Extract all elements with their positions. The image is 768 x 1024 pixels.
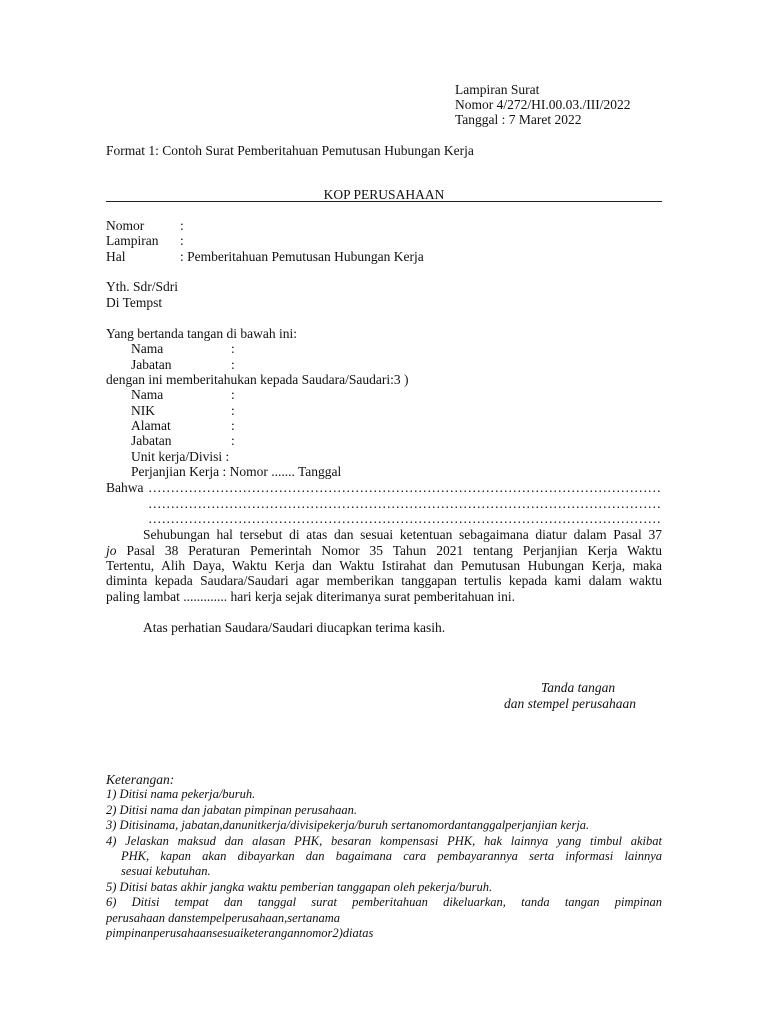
nomor-label: Nomor (106, 218, 145, 233)
note-4-line-3: sesuai kebutuhan. (121, 864, 211, 878)
recipient-line2: Di Tempst (106, 295, 163, 310)
signer-jabatan-label: Jabatan (131, 357, 172, 372)
signature-line-2: dan stempel perusahaan (504, 696, 636, 711)
nomor-colon: : (180, 218, 184, 233)
worker-jabatan-label: Jabatan (131, 433, 172, 448)
letterhead-rule (106, 201, 662, 202)
signer-jabatan-colon: : (231, 357, 235, 372)
note-6-line-3: pimpinanperusahaansesuaiketerangannomor2)diatas (106, 926, 374, 940)
note-4-line-2: PHK, kapan akan dibayarkan dan bagaimana cara pembayarannya serta informasi lainnya (121, 849, 662, 863)
worker-nik-colon: : (231, 403, 235, 418)
signer-intro: Yang bertanda tangan di bawah ini: (106, 326, 297, 341)
worker-unit-label: Unit kerja/Divisi : (131, 449, 230, 464)
note-3: 3) Ditisinama, jabatan,danunitkerja/divisipekerja/buruh sertanomordantanggalperjanjian kerja. (106, 818, 590, 832)
lampiran-label: Lampiran (106, 233, 159, 248)
worker-jabatan-colon: : (231, 433, 235, 448)
note-6-line-2: perusahaan danstempelperusahaan,sertanama (106, 911, 341, 925)
worker-nik-label: NIK (131, 403, 155, 418)
bahwa-label: Bahwa (106, 480, 144, 495)
paragraph-line-4: diminta kepada Saudara/Saudari agar memberikan tanggapan tertulis kepada kami dalam waktu (106, 573, 662, 588)
bahwa-dots-1: …………………………………………………………………………………………………… (148, 480, 661, 495)
attachment-title: Lampiran Surat (455, 82, 540, 97)
bahwa-dots-2: …………………………………………………………………………………………………… (148, 496, 661, 511)
paragraph-line-5: paling lambat ............. hari kerja sejak diterimanya surat pemberitahuan ini. (106, 589, 515, 604)
note-6-line-1: 6) Ditisi tempat dan tanggal surat pemberitahuan dikeluarkan, tanda tangan pimpinan (106, 895, 662, 909)
notify-line: dengan ini memberitahukan kepada Saudara/Saudari:3 ) (106, 372, 409, 387)
signer-nama-label: Nama (131, 341, 164, 356)
signer-nama-colon: : (231, 341, 235, 356)
bahwa-dots-3: …………………………………………………………………………………………………… (148, 511, 661, 526)
attachment-number: Nomor 4/272/HI.00.03./III/2022 (455, 97, 631, 112)
hal-label: Hal (106, 249, 126, 264)
attachment-date: Tanggal : 7 Maret 2022 (455, 112, 582, 127)
notes-title: Keterangan: (106, 772, 175, 787)
paragraph-line-3: Tertentu, Alih Daya, Waktu Kerja dan Waktu Istirahat dan Pemutusan Hubungan Kerja, maka (106, 558, 662, 573)
letterhead: KOP PERUSAHAAN (323, 187, 445, 202)
recipient-line1: Yth. Sdr/Sdri (106, 279, 179, 294)
worker-alamat-label: Alamat (131, 418, 171, 433)
format-title: Format 1: Contoh Surat Pemberitahuan Pemutusan Hubungan Kerja (106, 143, 474, 158)
worker-nama-label: Nama (131, 387, 164, 402)
worker-nama-colon: : (231, 387, 235, 402)
paragraph-line-1: Sehubungan hal tersebut di atas dan sesuai ketentuan sebagaimana diatur dalam Pasal 37 (143, 527, 662, 542)
paragraph-line-2-text: Pasal 38 Peraturan Pemerintah Nomor 35 Tahun 2021 tentang Perjanjian Kerja Waktu (126, 543, 663, 558)
worker-perjanjian-label: Perjanjian Kerja : Nomor ....... Tanggal (131, 464, 342, 479)
lampiran-colon: : (180, 233, 184, 248)
note-1: 1) Ditisi nama pekerja/buruh. (106, 787, 256, 801)
note-5: 5) Ditisi batas akhir jangka waktu pemberian tanggapan oleh pekerja/buruh. (106, 880, 493, 894)
paragraph-line-2 (106, 543, 662, 559)
note-4-line-1: 4) Jelaskan maksud dan alasan PHK, besaran kompensasi PHK, hak lainnya yang timbul akibat (106, 834, 662, 848)
closing-text: Atas perhatian Saudara/Saudari diucapkan terima kasih. (143, 620, 446, 635)
hal-value: : Pemberitahuan Pemutusan Hubungan Kerja (180, 249, 424, 264)
note-2: 2) Ditisi nama dan jabatan pimpinan perusahaan. (106, 803, 358, 817)
signature-line-1: Tanda tangan (541, 680, 616, 695)
worker-alamat-colon: : (231, 418, 235, 433)
paragraph-jo: jo (106, 543, 117, 558)
